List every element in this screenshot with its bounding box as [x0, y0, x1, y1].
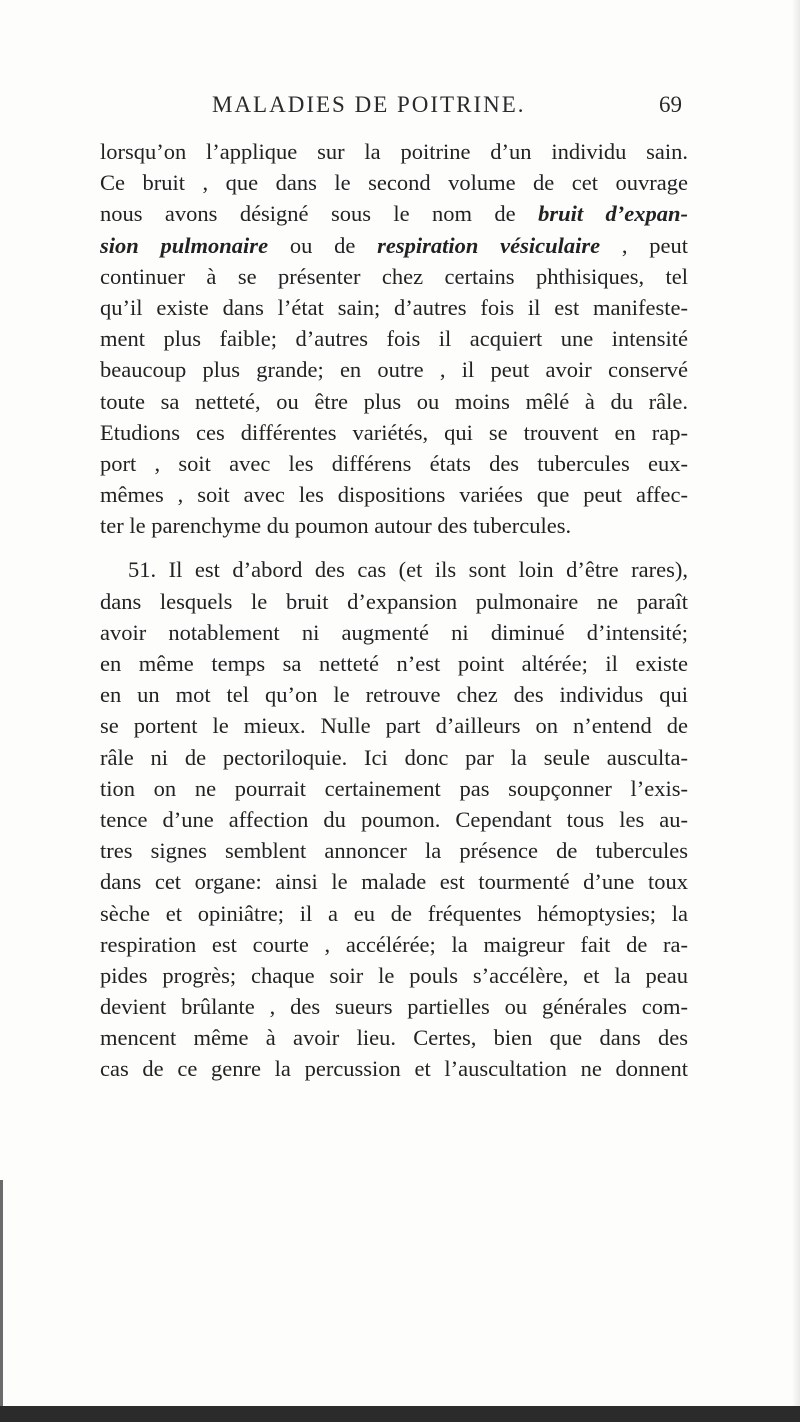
- paragraph: [100, 554, 688, 1084]
- text-line: dans cet organe: ainsi le malade est tourmenté d’une toux: [100, 869, 688, 895]
- paragraph: [100, 136, 688, 541]
- text-line: qu’il existe dans l’état sain; d’autres fois il est manifeste-: [100, 294, 688, 320]
- text-line: en même temps sa netteté n’est point altérée; il existe: [100, 651, 688, 676]
- text-line: 51. Il est d’abord des cas (et ils sont loin d’être rares),: [128, 557, 688, 583]
- text-line: beaucoup plus grande; en outre , il peut avoir conservé: [100, 357, 688, 383]
- italic-term: bruit d’expan-: [538, 201, 688, 227]
- text-line: sèche et opiniâtre; il a eu de fréquentes hémoptysies; la: [100, 900, 688, 926]
- text-line: pides progrès; chaque soir le pouls s’accélère, et la peau: [100, 962, 688, 988]
- running-head: [212, 92, 682, 122]
- running-title: MALADIES DE POITRINE.: [212, 92, 526, 117]
- paragraph-gap: [100, 541, 688, 554]
- scan-bottom-border: [0, 1406, 800, 1422]
- italic-term: respiration vésiculaire: [377, 232, 601, 258]
- text-line: toute sa netteté, ou être plus ou moins mêlé à du râle.: [100, 388, 688, 414]
- text-line: nous avons désigné sous le nom de bruit d’expan-: [100, 201, 688, 227]
- text-line: mencent même à avoir lieu. Certes, bien que dans des: [100, 1025, 688, 1051]
- italic-term: sion pulmonaire: [100, 232, 269, 258]
- page-number: 69: [659, 92, 682, 117]
- text-line: sion pulmonaire ou de respiration vésiculaire , peut: [100, 232, 688, 258]
- page-edge-shade: [792, 0, 800, 1422]
- text-line: avoir notablement ni augmenté ni diminué d’intensité;: [100, 619, 688, 645]
- text-line: ment plus faible; d’autres fois il acquiert une intensité: [100, 326, 688, 352]
- text-line: en un mot tel qu’on le retrouve chez des individus qui: [100, 682, 688, 708]
- text-line: lorsqu’on l’applique sur la poitrine d’un individu sain.: [100, 139, 688, 164]
- text-line: cas de ce genre la percussion et l’auscultation ne donnent: [100, 1056, 688, 1082]
- page-edge-shadow: [0, 1180, 3, 1406]
- text-line: port , soit avec les différens états des tubercules eux-: [100, 450, 688, 476]
- text-line: mêmes , soit avec les dispositions variées que peut affec-: [100, 482, 688, 508]
- text-line: tres signes semblent annoncer la présence de tubercules: [100, 838, 688, 864]
- text-line: devient brûlante , des sueurs partielles ou générales com-: [100, 994, 688, 1020]
- text-line: continuer à se présenter chez certains phthisiques, tel: [100, 263, 688, 289]
- text-line: Etudions ces différentes variétés, qui se trouvent en rap-: [100, 419, 688, 445]
- text-line: râle ni de pectoriloquie. Ici donc par la seule ausculta-: [100, 744, 688, 770]
- text-line: tion on ne pourrait certainement pas soupçonner l’exis-: [100, 775, 688, 801]
- text-line: dans lesquels le bruit d’expansion pulmonaire ne paraît: [100, 588, 688, 614]
- text-line: se portent le mieux. Nulle part d’ailleurs on n’entend de: [100, 713, 688, 739]
- text-line: ter le parenchyme du poumon autour des tubercules.: [100, 513, 572, 539]
- text-line: Ce bruit , que dans le second volume de cet ouvrage: [100, 170, 688, 196]
- text-line: respiration est courte , accélérée; la maigreur fait de ra-: [100, 931, 688, 957]
- text-line: tence d’une affection du poumon. Cependant tous les au-: [100, 806, 688, 832]
- body-text: [100, 136, 688, 1085]
